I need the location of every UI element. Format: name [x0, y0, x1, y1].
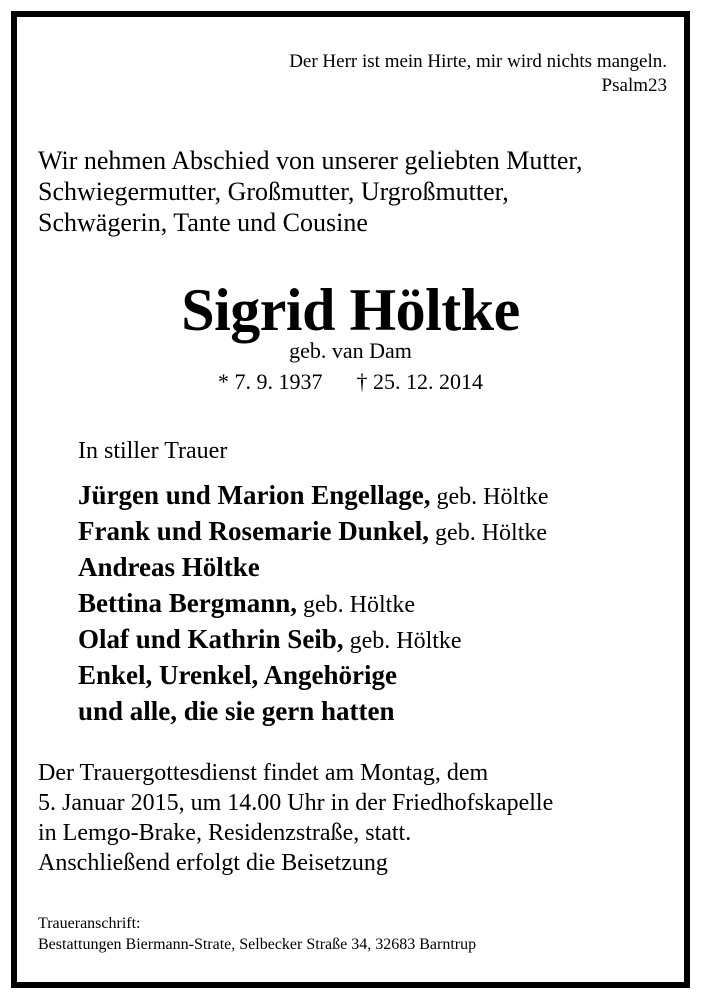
relative-note: geb. Höltke — [429, 520, 548, 546]
relative-entry — [78, 549, 549, 585]
mourning-heading: In stiller Trauer — [78, 438, 228, 464]
relative-note: geb. Höltke — [343, 628, 462, 654]
intro-line: Wir nehmen Abschied von unserer geliebten Mutter, — [38, 146, 583, 175]
birth-date: * 7. 9. 1937 — [218, 369, 323, 394]
relative-entry — [78, 657, 549, 693]
service-line: 5. Januar 2015, um 14.00 Uhr in der Friedhofskapelle — [38, 790, 554, 816]
relative-name: Frank und Rosemarie Dunkel, — [78, 516, 430, 546]
address-text: Bestattungen Biermann-Strate, Selbecker Straße 34, 32683 Barntrup — [38, 936, 477, 953]
relative-note: geb. Höltke — [297, 592, 415, 618]
relatives-list — [78, 477, 549, 729]
service-line: Anschließend erfolgt die Beisetzung — [38, 850, 388, 876]
relative-entry — [78, 513, 549, 549]
service-line: in Lemgo-Brake, Residenzstraße, statt. — [38, 820, 412, 846]
relative-name: und alle, die sie gern hatten — [78, 696, 395, 726]
address-label: Traueranschrift: — [38, 915, 141, 932]
relative-entry — [78, 693, 549, 729]
maiden-name: geb. van Dam — [289, 338, 412, 363]
relative-name: Andreas Höltke — [78, 552, 260, 582]
mourning-address — [38, 913, 476, 955]
relative-entry — [78, 477, 549, 513]
relative-name: Bettina Bergmann, — [78, 588, 297, 618]
relative-name: Jürgen und Marion Engellage, — [78, 480, 431, 510]
relative-name: Enkel, Urenkel, Angehörige — [78, 660, 398, 690]
intro-text — [38, 145, 582, 238]
relative-entry — [78, 621, 549, 657]
relative-note: geb. Höltke — [430, 484, 549, 510]
death-date: † 25. 12. 2014 — [356, 369, 483, 394]
relative-name: Olaf und Kathrin Seib, — [78, 624, 344, 654]
intro-line: Schwägerin, Tante und Cousine — [38, 208, 368, 237]
psalm-quote: Der Herr ist mein Hirte, mir wird nichts mangeln. — [289, 51, 667, 72]
psalm-reference: Psalm23 — [601, 75, 667, 96]
life-dates — [0, 369, 701, 395]
relative-entry — [78, 585, 549, 621]
deceased-name: Sigrid Höltke — [181, 277, 520, 343]
psalm-block — [289, 50, 667, 98]
service-info — [38, 758, 553, 878]
intro-line: Schwiegermutter, Großmutter, Urgroßmutter, — [38, 177, 509, 206]
service-line: Der Trauergottesdienst findet am Montag, dem — [38, 760, 489, 786]
